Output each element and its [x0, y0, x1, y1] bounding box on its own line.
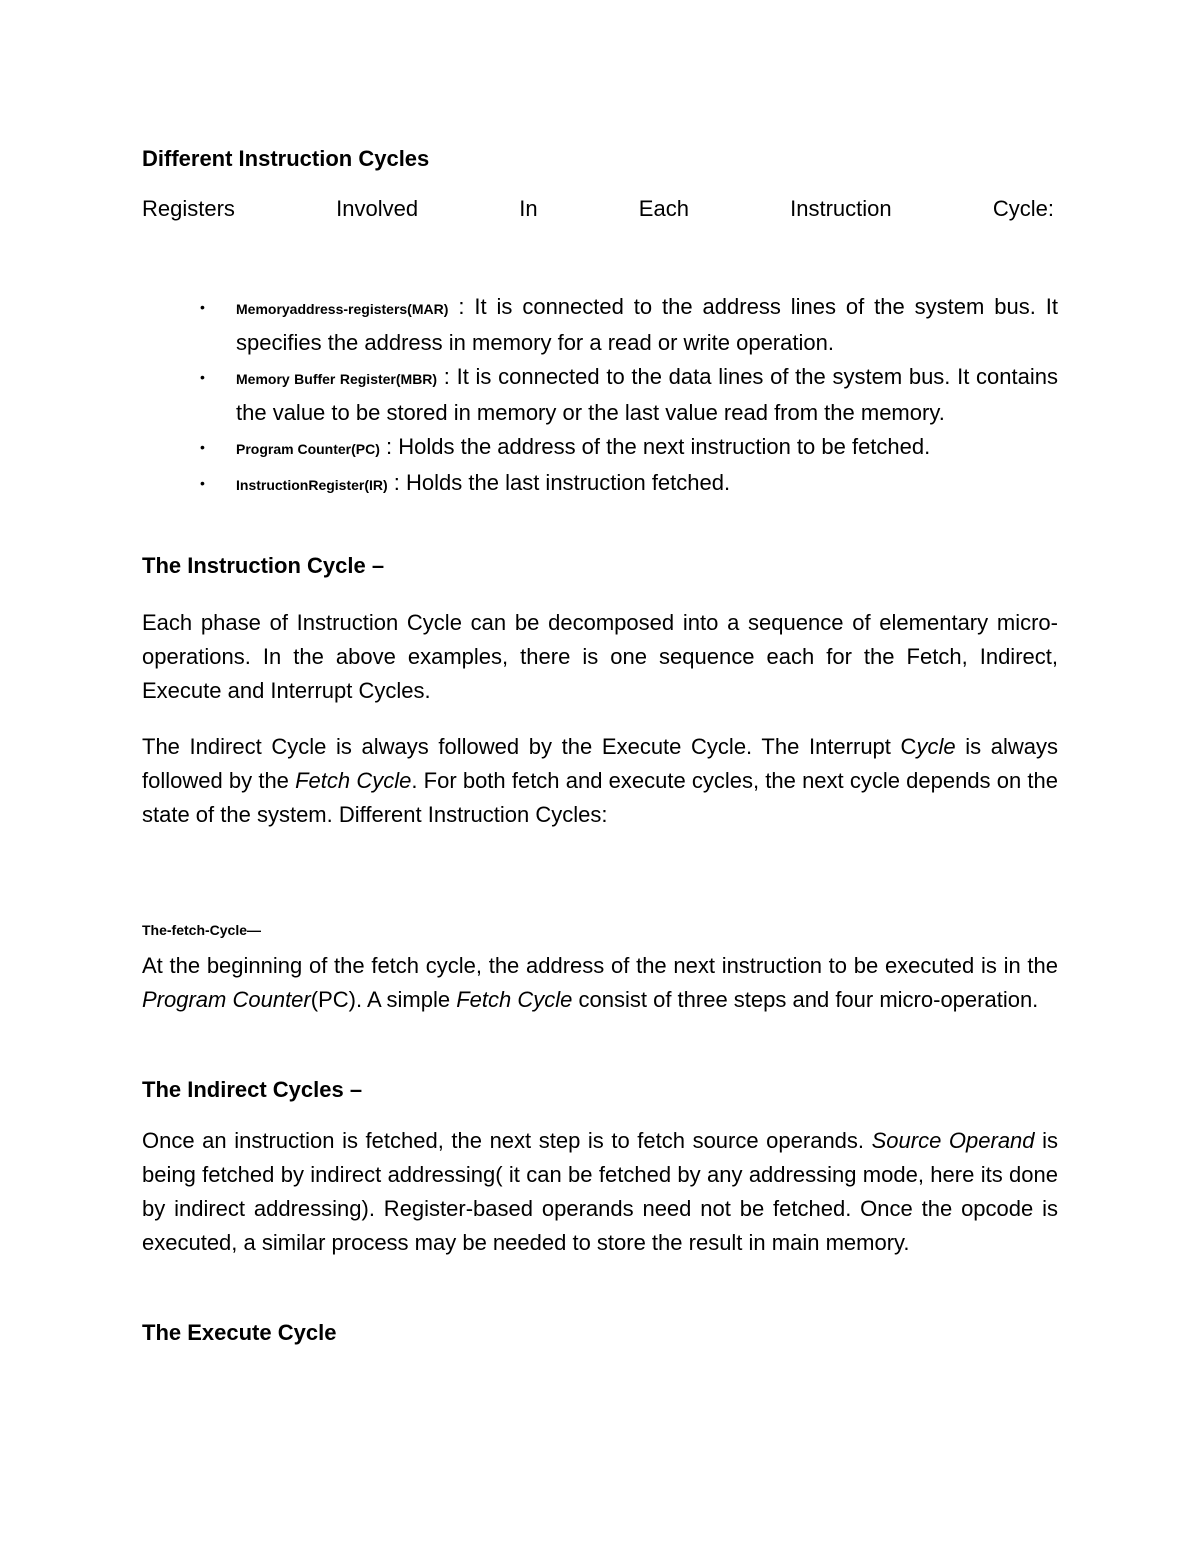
text-run: is always followed by the — [142, 734, 1059, 793]
italic-run: Program Counter — [142, 987, 311, 1012]
text-run: At the beginning of the fetch cycle, the address of the next instruction to be executed is in the — [142, 953, 1058, 978]
registers-word: Involved — [336, 196, 419, 221]
register-term: Memoryaddress-registers(MAR) — [236, 301, 449, 317]
italic-run: Fetch Cycle — [295, 768, 412, 793]
instruction-cycle-paragraph-2 — [142, 730, 1058, 832]
register-term: Memory Buffer Register(MBR) — [236, 371, 438, 387]
registers-word: Cycle: — [992, 196, 1054, 221]
register-term: InstructionRegister(IR) — [236, 477, 388, 493]
italic-run: Source Operand — [871, 1128, 1035, 1153]
register-list — [200, 290, 1058, 502]
bullet-icon: • — [200, 369, 205, 385]
term-separator: : — [379, 434, 399, 459]
text-run: consist of three steps and four micro-operation. — [572, 987, 1039, 1012]
text-run: . For both fetch and execute cycles, the next cycle depends on the state of the system. Different Instruction Cycles: — [142, 768, 1058, 827]
bullet-icon: • — [200, 299, 205, 315]
text-run: is being fetched by indirect addressing( it can be fetched by any addressing mode, here its done by indirect addressing). Register-based operands need not be fetched. Once the opcode is executed, a similar process may be needed to store the result in main memory. — [142, 1128, 1059, 1255]
indirect-cycles-heading: The Indirect Cycles – — [142, 1077, 363, 1102]
registers-heading-line — [142, 196, 1054, 222]
italic-run: Fetch Cycle — [456, 987, 573, 1012]
term-separator: : — [448, 294, 475, 319]
registers-word: Instruction — [790, 196, 892, 221]
text-run: (PC). A simple — [310, 987, 457, 1012]
list-item — [200, 466, 1058, 502]
instruction-cycle-heading: The Instruction Cycle – — [142, 553, 385, 578]
indirect-cycles-paragraph — [142, 1124, 1058, 1260]
text-run: Once an instruction is fetched, the next step is to fetch source operands. — [142, 1128, 872, 1153]
execute-cycle-heading: The Execute Cycle — [142, 1320, 337, 1345]
text-run: The Indirect Cycle is always followed by the Execute Cycle. The Interrupt C — [142, 734, 917, 759]
register-description: It is connected to the data lines of the system bus. It contains the value to be stored in memory or the last value read from the memory. — [236, 364, 1058, 425]
bullet-icon: • — [200, 475, 205, 491]
list-item — [200, 430, 1058, 466]
fetch-cycle-heading: The-fetch-Cycle— — [142, 922, 262, 938]
register-description: Holds the address of the next instruction to be fetched. — [398, 434, 931, 459]
register-term: Program Counter(PC) — [236, 441, 380, 457]
bullet-icon: • — [200, 439, 205, 455]
list-item — [200, 290, 1058, 360]
italic-run: ycle — [916, 734, 956, 759]
list-item — [200, 360, 1058, 430]
fetch-cycle-paragraph — [142, 949, 1058, 1017]
registers-word: Each — [638, 196, 689, 221]
register-description: Holds the last instruction fetched. — [406, 470, 731, 495]
register-description: It is connected to the address lines of the system bus. It specifies the address in memory for a read or write operation. — [236, 294, 1059, 355]
document-title: Different Instruction Cycles — [142, 146, 430, 171]
term-separator: : — [387, 470, 407, 495]
registers-word: Registers — [142, 196, 235, 221]
term-separator: : — [437, 364, 457, 389]
instruction-cycle-paragraph-1: Each phase of Instruction Cycle can be decomposed into a sequence of elementary micro-operations. In the above examples, there is one sequence each for the Fetch, Indirect, Execute and Interrupt Cycles. — [142, 610, 1058, 703]
registers-word: In — [519, 196, 538, 221]
